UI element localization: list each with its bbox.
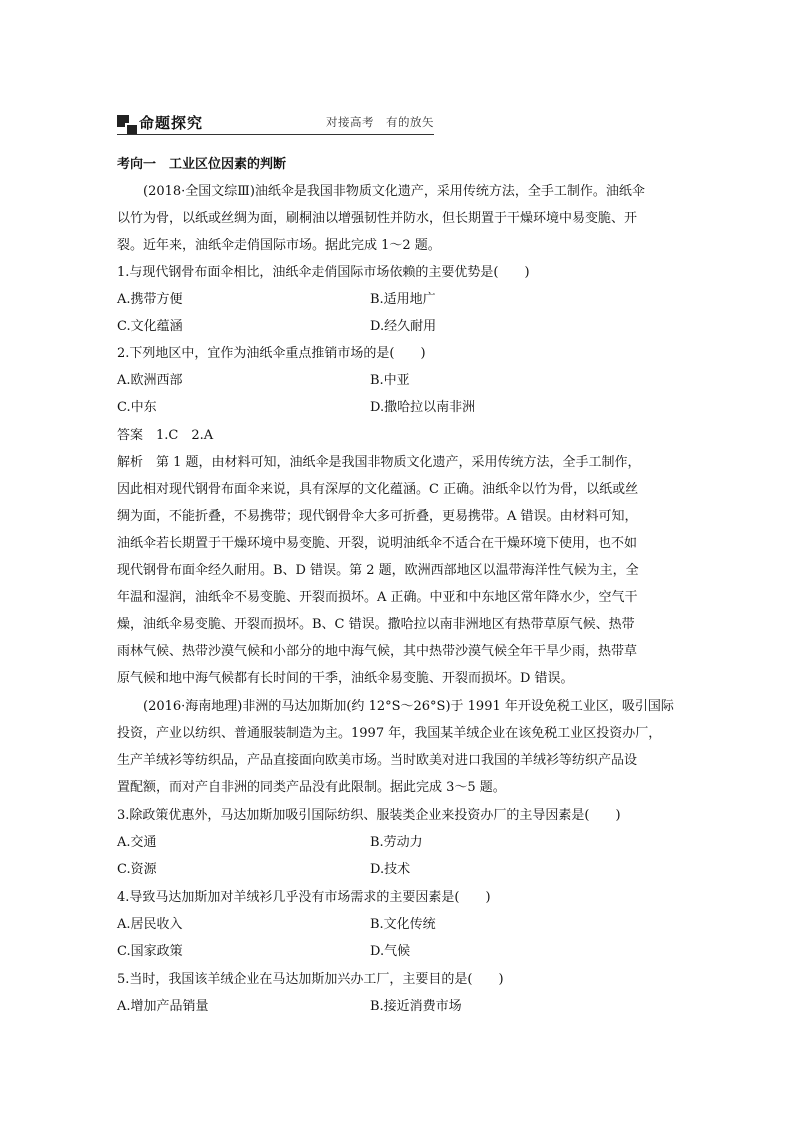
passage2-line: 生产羊绒衫等纺织品，产品直接面向欧美市场。当时欧美对进口我国的羊绒衫等纺织产品设: [117, 753, 638, 768]
section-header: [117, 112, 434, 136]
analysis-line: 油纸伞若长期置于干燥环境中易变脆、开裂，说明油纸伞不适合在干燥环境下使用，也不如: [117, 536, 638, 551]
passage2-line: 置配额，而对产自非洲的同类产品没有此限制。据此完成 3～5 题。: [117, 780, 506, 795]
q4-option-c: C.国家政策: [117, 944, 183, 959]
analysis-line: 现代钢骨布面伞经久耐用。B、D 错误。第 2 题，欧洲西部地区以温带海洋性气候为主，全: [117, 563, 639, 578]
q5-option-b: B.接近消费市场: [370, 999, 462, 1014]
q3-option-a: A.交通: [117, 835, 157, 850]
q4-option-b: B.文化传统: [370, 917, 436, 932]
q2-option-a: A.欧洲西部: [117, 373, 183, 388]
question-5-stem: 5.当时，我国该羊绒企业在马达加斯加兴办工厂，主要目的是( ): [117, 972, 504, 987]
analysis-line: 因此相对现代钢骨布面伞来说，具有深厚的文化蕴涵。C 正确。油纸伞以竹为骨，以纸或丝: [117, 482, 639, 497]
q1-option-b: B.适用地广: [370, 292, 436, 307]
q1-option-c: C.文化蕴涵: [117, 319, 183, 334]
analysis-line: 绸为面，不能折叠，不易携带；现代钢骨伞大多可折叠，更易携带。A 错误。由材料可知，: [117, 509, 638, 524]
q1-option-d: D.经久耐用: [370, 319, 437, 334]
q1-option-a: A.携带方便: [117, 292, 183, 307]
q2-option-b: B.中亚: [370, 373, 410, 388]
header-subtitle: 对接高考 有的放矢: [326, 115, 434, 129]
passage1-line: 以竹为骨，以纸或丝绸为面，刷桐油以增强韧性并防水，但长期置于干燥环境中易变脆、开: [117, 211, 638, 226]
question-3-stem: 3.除政策优惠外，马达加斯加吸引国际纺织、服装类企业来投资办厂的主导因素是( ): [117, 808, 621, 823]
q3-option-c: C.资源: [117, 862, 157, 877]
q5-option-a: A.增加产品销量: [117, 999, 209, 1014]
question-4-stem: 4.导致马达加斯加对羊绒衫几乎没有市场需求的主要因素是( ): [117, 890, 491, 905]
q2-option-d: D.撒哈拉以南非洲: [370, 400, 476, 415]
header-title: 命题探究: [139, 114, 204, 132]
q3-option-d: D.技术: [370, 862, 411, 877]
passage1-line: 裂。近年来，油纸伞走俏国际市场。据此完成 1～2 题。: [117, 238, 441, 253]
q3-option-b: B.劳动力: [370, 835, 423, 850]
q4-option-d: D.气候: [370, 944, 411, 959]
analysis-line: 原气候和地中海气候都有长时间的干季，油纸伞易变脆、开裂而损坏。D 错误。: [117, 671, 574, 686]
passage1-line: (2018·全国文综Ⅲ)油纸伞是我国非物质文化遗产，采用传统方法，全手工制作。油纸伞: [143, 184, 645, 199]
section-title: 考向一 工业区位因素的判断: [117, 157, 287, 172]
q2-option-c: C.中东: [117, 400, 157, 415]
header-square-icon: [117, 115, 135, 133]
answer-line: 答案 1.C 2.A: [117, 428, 214, 443]
analysis-line: 解析 第 1 题，由材料可知，油纸伞是我国非物质文化遗产，采用传统方法，全手工制作，: [117, 455, 641, 470]
analysis-line: 燥，油纸伞易变脆、开裂而损坏。B、C 错误。撒哈拉以南非洲地区有热带草原气候、热带: [117, 617, 635, 632]
question-2-stem: 2.下列地区中，宜作为油纸伞重点推销市场的是( ): [117, 346, 426, 361]
passage2-line: 投资，产业以纺织、普通服装制造为主。1997 年，我国某羊绒企业在该免税工业区投资办厂，: [117, 726, 662, 741]
q4-option-a: A.居民收入: [117, 917, 183, 932]
question-1-stem: 1.与现代钢骨布面伞相比，油纸伞走俏国际市场依赖的主要优势是( ): [117, 265, 530, 280]
analysis-line: 年温和湿润，油纸伞不易变脆、开裂而损坏。A 正确。中亚和中东地区常年降水少，空气干: [117, 590, 638, 605]
passage2-line: (2016·海南地理)非洲的马达加斯加(约 12°S～26°S)于 1991 年开设免税工业区，吸引国际: [143, 699, 674, 714]
analysis-line: 雨林气候、热带沙漠气候和小部分的地中海气候，其中热带沙漠气候全年干旱少雨，热带草: [117, 644, 638, 659]
header-rule: [117, 134, 434, 135]
